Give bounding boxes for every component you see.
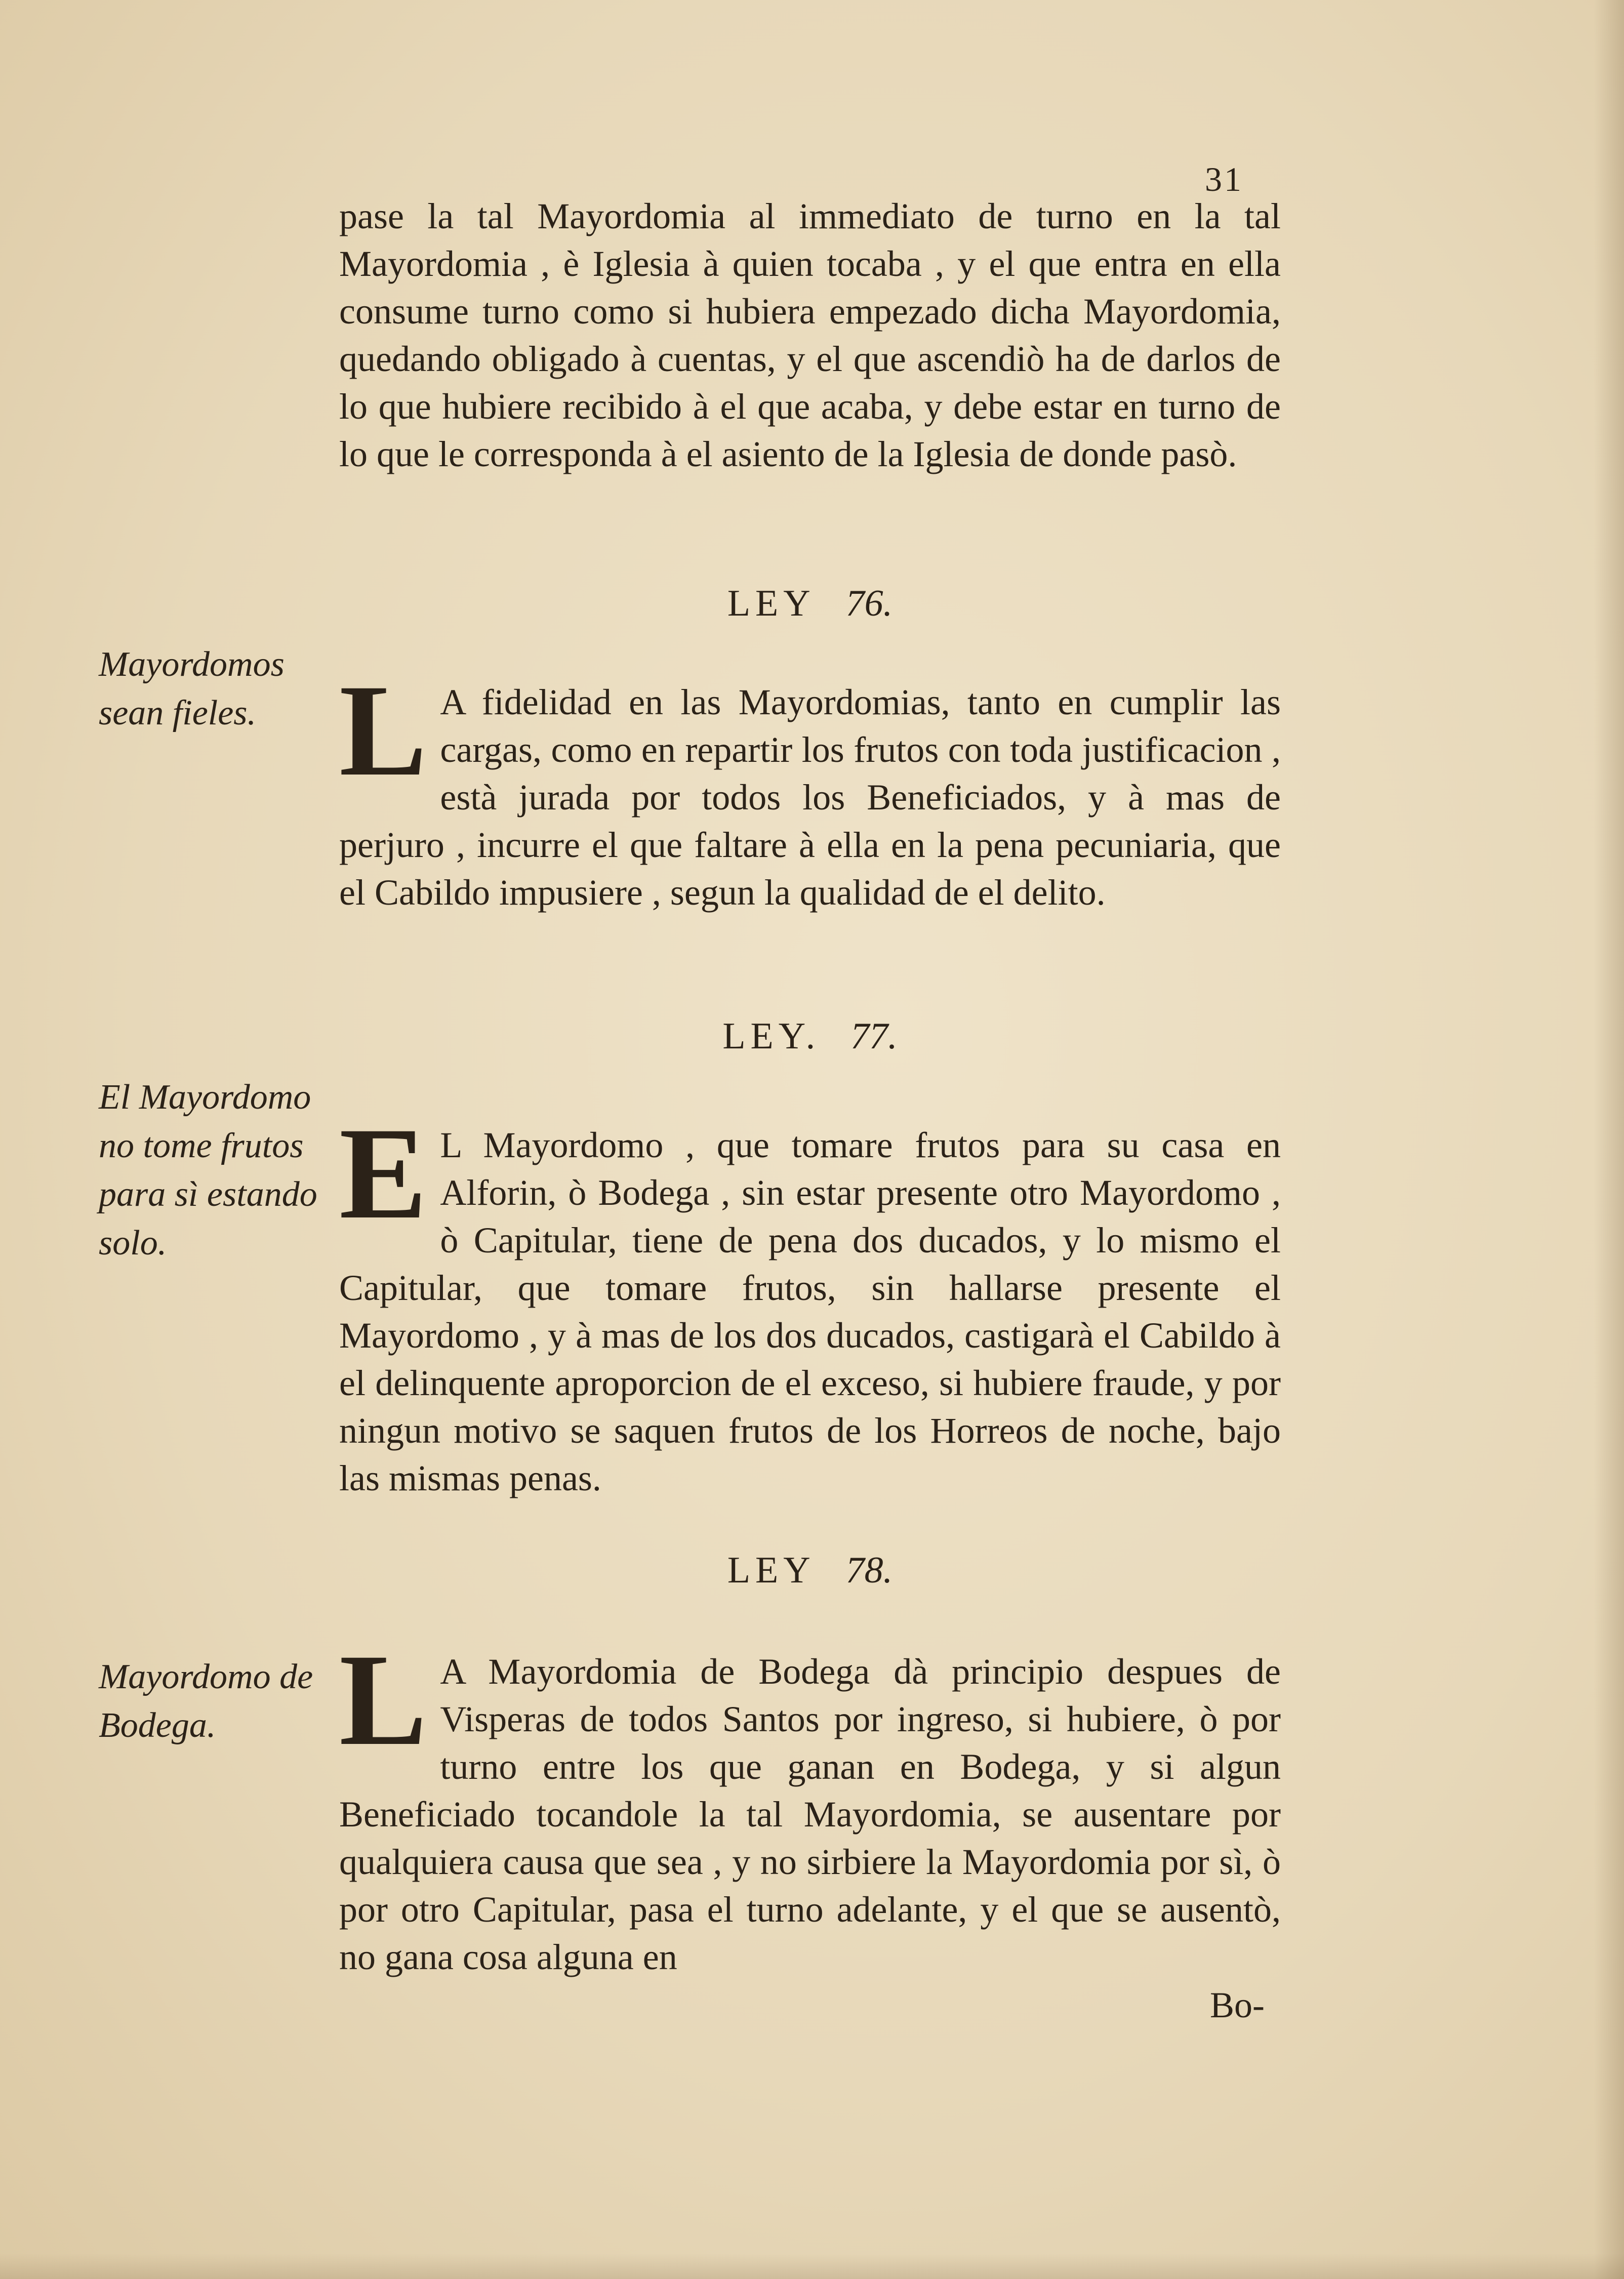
law-76-body	[339, 658, 1281, 916]
law-number: 76.	[845, 583, 893, 624]
law-heading-label: LEY.	[722, 1015, 821, 1057]
law-76-heading	[339, 582, 1281, 625]
law-78-heading	[339, 1549, 1281, 1592]
law-heading-label: LEY	[727, 583, 816, 624]
law-heading-label: LEY	[727, 1550, 816, 1591]
law-77-text: L Mayordomo , que tomare frutos para su casa en Alforin, ò Bodega , sin estar presente otro Mayordomo , ò Capitular, tiene de pena dos ducados, y lo mismo el Capitular, que tomare frutos, sin hallarse presente el Mayordomo , y à mas de los dos ducados, castigarà el Cabildo à el delinquente aproporcion de el exceso, si hubiere fraude, y por ningun motivo se saquen frutos de los Horreos de noche, bajo las mismas penas.	[339, 1125, 1281, 1498]
law-76-margin-note: Mayordomos sean fieles.	[99, 645, 285, 732]
law-number: 77.	[850, 1015, 898, 1057]
law-number: 78.	[845, 1550, 893, 1591]
dropcap-letter: L	[339, 1627, 427, 1773]
page-bottom-shadow	[0, 2254, 1624, 2279]
law-78-margin-note: Mayordomo de Bodega.	[99, 1657, 313, 1745]
law-77-body	[339, 1101, 1281, 1502]
page-edge-shadow	[1594, 0, 1624, 2279]
law-76-text: A fidelidad en las Mayordomias, tanto en cumplir las cargas, como en repartir los frutos con toda justificacion , està jurada por todos los Beneficiados, y à mas de perjuro , incurre el que faltare à ella en la pena pecuniaria, que el Cabildo impusiere , segun la qualidad de el delito.	[339, 682, 1281, 913]
catchword: Bo-	[1210, 1985, 1265, 2025]
law-77-heading	[339, 1015, 1281, 1058]
continuation-paragraph	[339, 192, 1281, 478]
law-77-margin-note: El Mayordomo no tome frutos para sì estando solo.	[99, 1078, 317, 1263]
page-number: 31	[1205, 160, 1243, 198]
dropcap-letter: E	[339, 1101, 427, 1246]
dropcap-letter: L	[339, 658, 427, 803]
continuation-text: pase la tal Mayordomia al immediato de turno en la tal Mayordomia , è Iglesia à quien tocaba , y el que entra en ella consume turno como si hubiera empezado dicha Mayordomia, quedando obligado à cuentas, y el que ascendiò ha de darlos de lo que hubiere recibido à el que acaba, y debe estar en turno de lo que le corresponda à el asiento de la Iglesia de donde pasò.	[339, 196, 1281, 474]
law-78-body	[339, 1627, 1281, 1981]
law-78-text: A Mayordomia de Bodega dà principio despues de Visperas de todos Santos por ingreso, si hubiere, ò por turno entre los que ganan en Bodega, y si algun Beneficiado tocandole la tal Mayordomia, se ausentare por qualquiera causa que sea , y no sirbiere la Mayordomia por sì, ò por otro Capitular, pasa el turno adelante, y el que se ausentò, no gana cosa alguna en	[339, 1651, 1281, 1977]
